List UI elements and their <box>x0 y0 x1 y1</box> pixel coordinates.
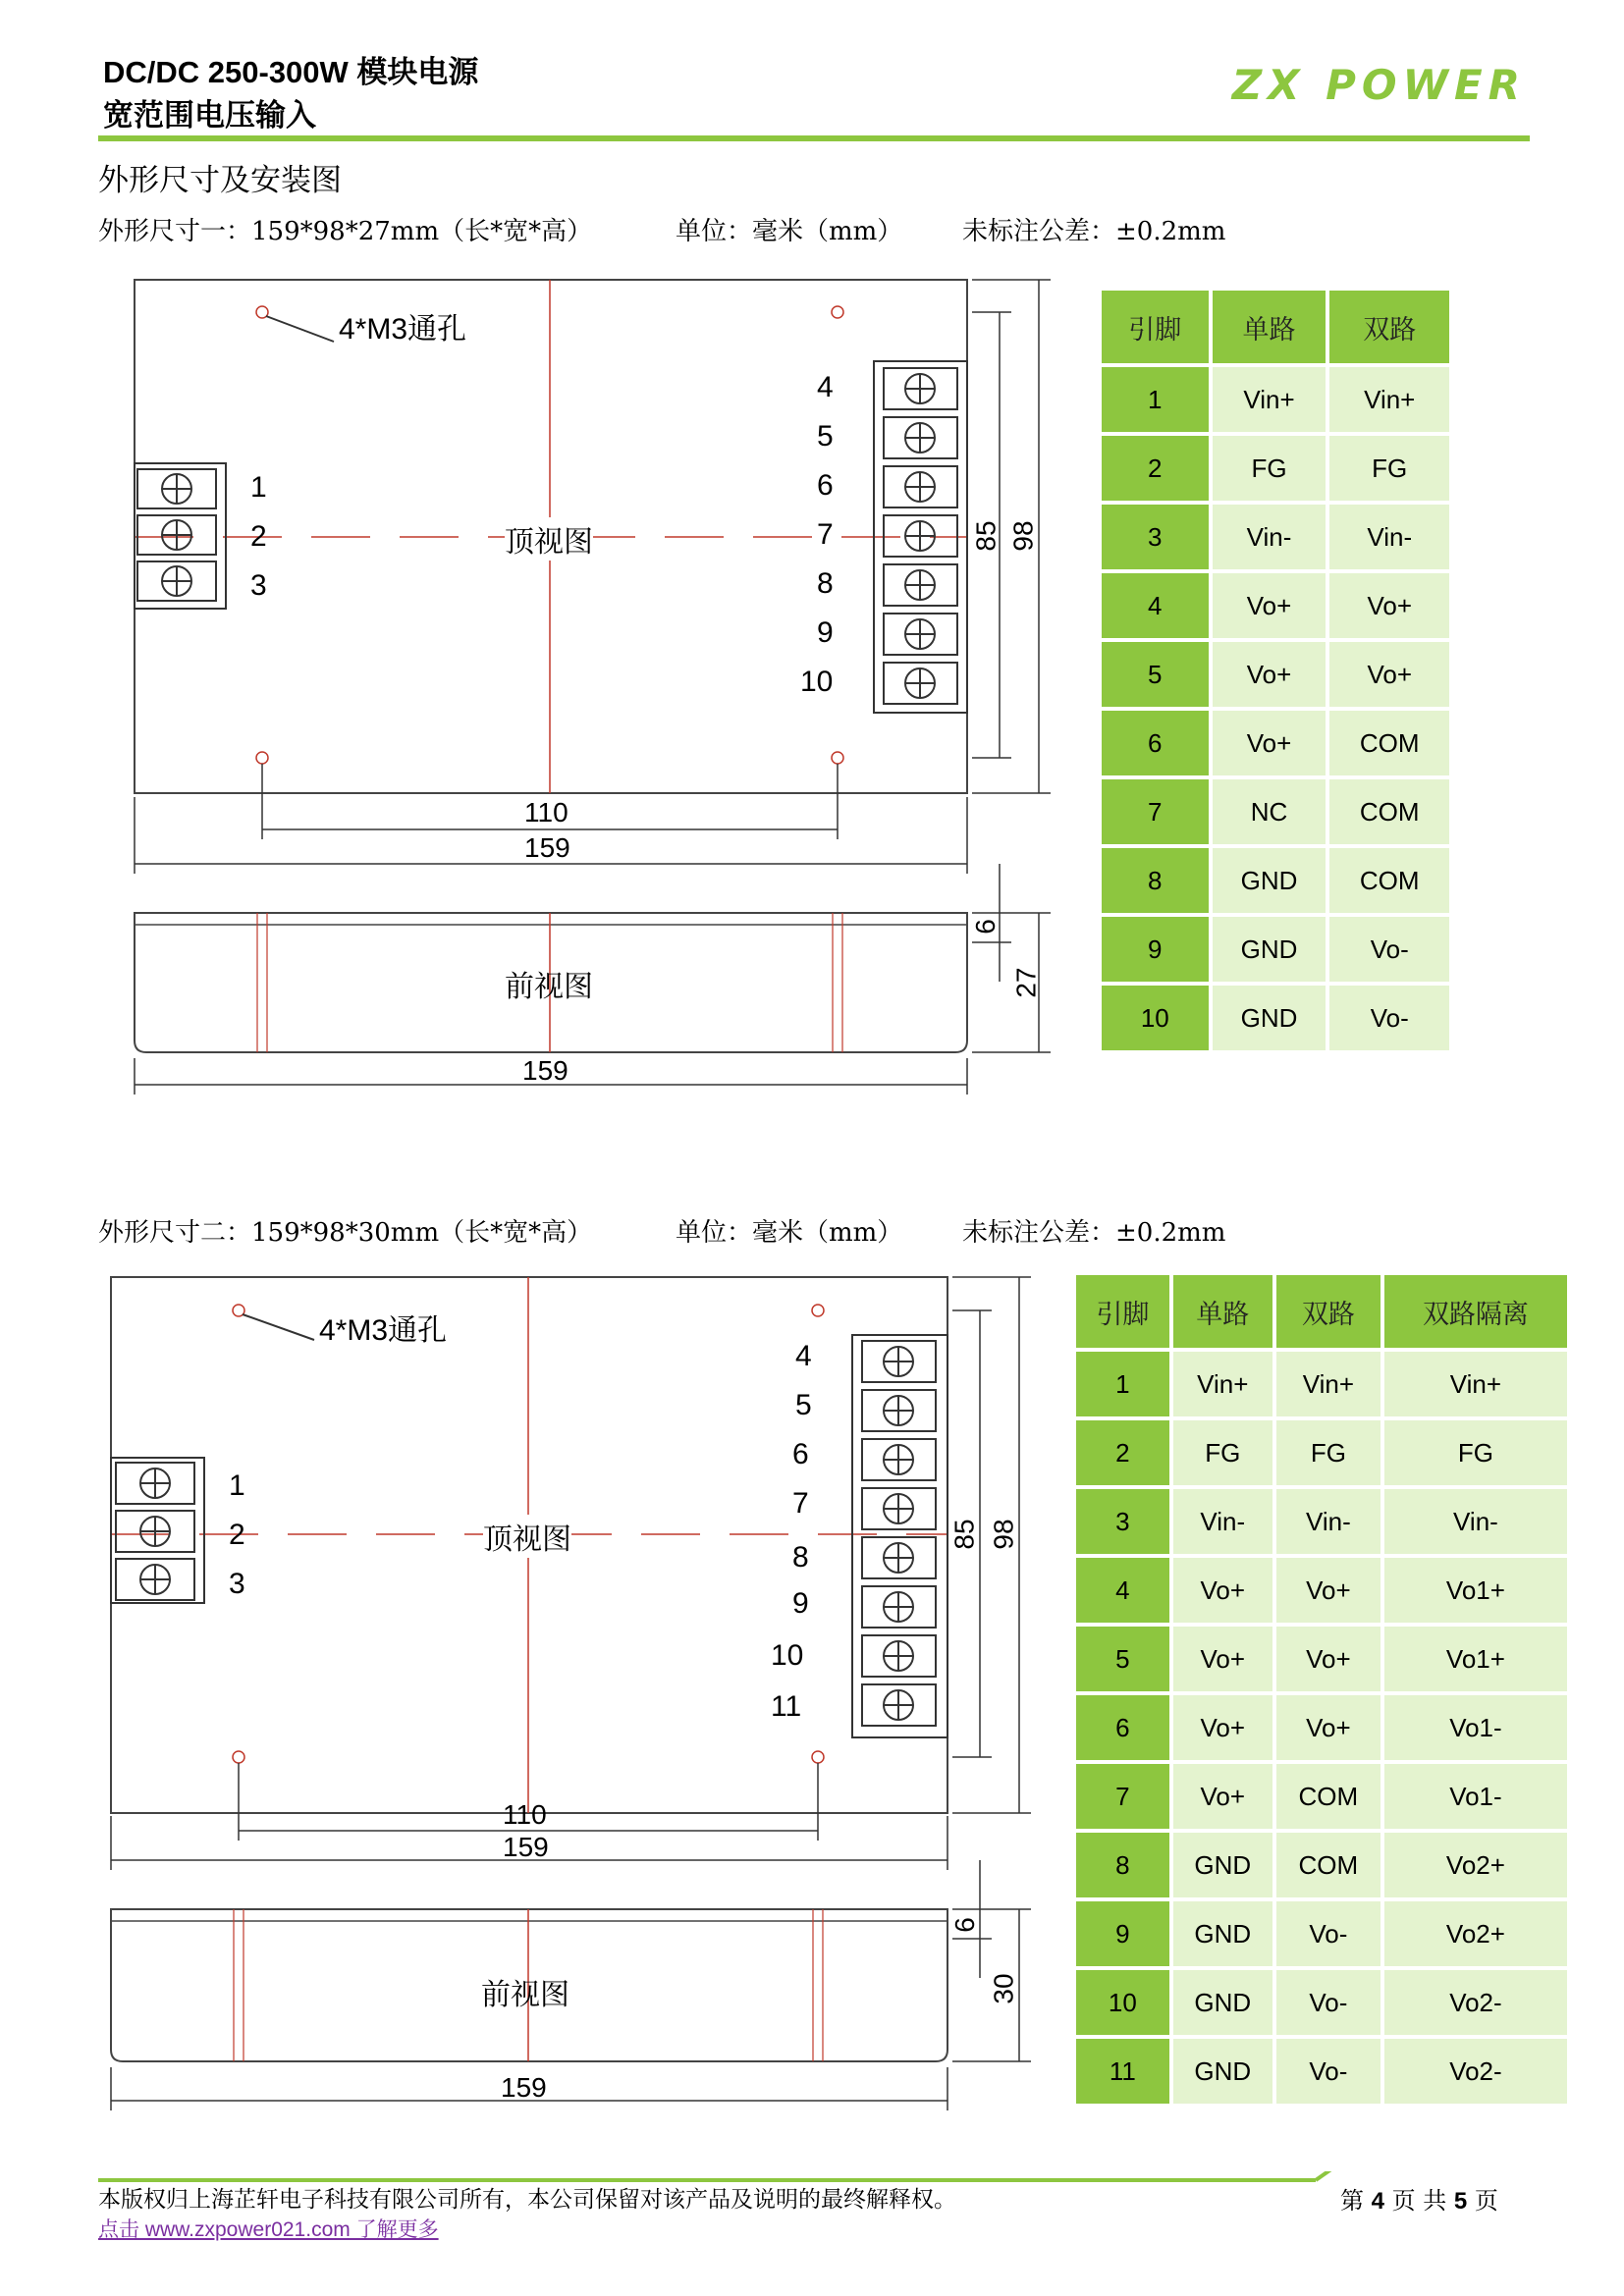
th-single: 单路 <box>1173 1275 1272 1348</box>
value-cell: Vo+ <box>1276 1627 1380 1691</box>
d1-dim-159-top: 159 <box>524 832 570 863</box>
d2-right-pin-9: 9 <box>792 1587 809 1620</box>
d2-dim-159-front: 159 <box>501 2072 547 2103</box>
spec1-dimensions: 外形尺寸一：159*98*27mm（长*宽*高） <box>98 217 593 246</box>
th-pin: 引脚 <box>1076 1275 1169 1348</box>
page-current: 4 <box>1371 2188 1384 2215</box>
pin-cell: 8 <box>1102 848 1209 913</box>
table-row <box>1076 1833 1567 1897</box>
d2-right-pin-5: 5 <box>795 1389 812 1421</box>
th-dual: 双路 <box>1276 1275 1380 1348</box>
spec2-unit: 单位：毫米（mm） <box>676 1218 903 1248</box>
d2-dim-height: 30 <box>988 1973 1019 2004</box>
page-total: 5 <box>1453 2188 1468 2215</box>
pin-table-2 <box>1072 1271 1571 2108</box>
d1-left-pin-1: 1 <box>250 471 267 504</box>
value-cell: Vo- <box>1276 1970 1380 2035</box>
spec2-tolerance: 未标注公差：±0.2mm <box>962 1218 1226 1248</box>
pin-cell: 4 <box>1076 1558 1169 1623</box>
value-cell: Vin- <box>1329 505 1449 569</box>
pin-cell: 11 <box>1076 2039 1169 2104</box>
d2-dim-98: 98 <box>988 1519 1019 1550</box>
value-cell: Vo+ <box>1173 1695 1272 1760</box>
value-cell: FG <box>1276 1420 1380 1485</box>
value-cell: FG <box>1213 436 1326 501</box>
value-cell: Vo+ <box>1329 573 1449 638</box>
value-cell: Vo- <box>1329 986 1449 1050</box>
th-dual: 双路 <box>1329 291 1449 363</box>
value-cell: Vo+ <box>1213 711 1326 775</box>
th-single: 单路 <box>1213 291 1326 363</box>
d2-right-pin-11: 11 <box>771 1690 802 1723</box>
value-cell: Vin+ <box>1276 1352 1380 1416</box>
d1-right-pin-10: 10 <box>800 666 834 698</box>
value-cell: Vin+ <box>1329 367 1449 432</box>
d1-dim-height: 27 <box>1010 967 1042 998</box>
value-cell: Vo+ <box>1329 642 1449 707</box>
value-cell: COM <box>1276 1764 1380 1829</box>
table-header-row <box>1102 291 1449 363</box>
pin-cell: 1 <box>1102 367 1209 432</box>
d1-dim-98: 98 <box>1007 520 1039 552</box>
hole-leader <box>266 316 334 342</box>
value-cell: FG <box>1329 436 1449 501</box>
value-cell: Vo+ <box>1173 1558 1272 1623</box>
table-row <box>1076 1970 1567 2035</box>
d2-right-pin-7: 7 <box>792 1487 809 1520</box>
d1-top-view-label: 顶视图 <box>505 517 593 561</box>
brand-logo: ZX POWER <box>1231 61 1526 109</box>
value-cell: Vo1- <box>1384 1695 1567 1760</box>
table-row <box>1102 436 1449 501</box>
value-cell: Vo1+ <box>1384 1627 1567 1691</box>
title-line-2: 宽范围电压输入 <box>103 98 316 133</box>
d2-right-pin-10: 10 <box>771 1639 804 1672</box>
table-row <box>1102 986 1449 1050</box>
value-cell: GND <box>1173 1901 1272 1966</box>
pin-cell: 10 <box>1076 1970 1169 2035</box>
value-cell: Vin- <box>1173 1489 1272 1554</box>
d2-dim-159-top: 159 <box>503 1832 549 1862</box>
d2-left-pin-3: 3 <box>229 1568 245 1600</box>
value-cell: GND <box>1173 1970 1272 2035</box>
value-cell: Vin+ <box>1384 1352 1567 1416</box>
pin-cell: 4 <box>1102 573 1209 638</box>
d2-dim-6: 6 <box>948 1917 980 1933</box>
value-cell: COM <box>1276 1833 1380 1897</box>
pin-cell: 2 <box>1076 1420 1169 1485</box>
value-cell: Vo+ <box>1276 1558 1380 1623</box>
value-cell: GND <box>1213 917 1326 982</box>
d1-dim-85: 85 <box>970 520 1001 552</box>
d2-right-pin-6: 6 <box>792 1438 809 1470</box>
value-cell: COM <box>1329 779 1449 844</box>
d2-hole-note: 4*M3通孔 <box>319 1314 448 1347</box>
value-cell: NC <box>1213 779 1326 844</box>
table-row <box>1076 1764 1567 1829</box>
pin-cell: 7 <box>1076 1764 1169 1829</box>
d1-left-pin-2: 2 <box>250 520 267 553</box>
pin-cell: 2 <box>1102 436 1209 501</box>
table-row <box>1102 917 1449 982</box>
spec1-tolerance: 未标注公差：±0.2mm <box>962 217 1226 246</box>
d2-right-pin-4: 4 <box>795 1340 812 1372</box>
page-prefix: 第 <box>1340 2187 1364 2215</box>
spec2-dimensions: 外形尺寸二：159*98*30mm（长*宽*高） <box>98 1218 593 1248</box>
d1-right-pin-7: 7 <box>817 518 834 551</box>
table-row <box>1076 1489 1567 1554</box>
table-row <box>1076 1352 1567 1416</box>
value-cell: Vo1+ <box>1384 1558 1567 1623</box>
table-row <box>1076 1901 1567 1966</box>
value-cell: Vo1- <box>1384 1764 1567 1829</box>
value-cell: Vo+ <box>1276 1695 1380 1760</box>
d1-dim-6: 6 <box>969 919 1001 934</box>
d1-right-pin-4: 4 <box>817 371 834 403</box>
value-cell: GND <box>1213 848 1326 913</box>
d2-top-view-label: 顶视图 <box>483 1515 571 1558</box>
hole-leader <box>243 1314 314 1340</box>
d2-front-view-label: 前视图 <box>481 1979 569 2011</box>
pin-cell: 7 <box>1102 779 1209 844</box>
value-cell: GND <box>1173 1833 1272 1897</box>
value-cell: Vo- <box>1329 917 1449 982</box>
value-cell: Vo+ <box>1173 1764 1272 1829</box>
pin-cell: 3 <box>1102 505 1209 569</box>
pin-cell: 5 <box>1102 642 1209 707</box>
section-heading: 外形尺寸及安装图 <box>98 163 342 198</box>
pin-cell: 3 <box>1076 1489 1169 1554</box>
value-cell: Vo2- <box>1384 2039 1567 2104</box>
d2-right-pin-8: 8 <box>792 1541 809 1574</box>
pin-cell: 9 <box>1076 1901 1169 1966</box>
d2-dim-85: 85 <box>948 1519 980 1550</box>
value-cell: Vo- <box>1276 2039 1380 2104</box>
th-dual-isolated: 双路隔离 <box>1384 1275 1567 1348</box>
table-row <box>1076 2039 1567 2104</box>
table-row <box>1076 1695 1567 1760</box>
table-header-row <box>1076 1275 1567 1348</box>
footer-copyright: 本版权归上海芷轩电子科技有限公司所有，本公司保留对该产品及说明的最终解释权。 <box>98 2187 956 2213</box>
value-cell: FG <box>1384 1420 1567 1485</box>
value-cell: Vo+ <box>1173 1627 1272 1691</box>
table-row <box>1076 1627 1567 1691</box>
value-cell: Vin+ <box>1173 1352 1272 1416</box>
value-cell: COM <box>1329 711 1449 775</box>
value-cell: GND <box>1213 986 1326 1050</box>
page-number <box>1340 2181 1498 2216</box>
d1-right-pin-6: 6 <box>817 469 834 502</box>
value-cell: COM <box>1329 848 1449 913</box>
d2-left-pin-2: 2 <box>229 1519 245 1551</box>
value-cell: Vo2+ <box>1384 1833 1567 1897</box>
table-row <box>1102 642 1449 707</box>
table-row <box>1102 367 1449 432</box>
d1-right-pin-8: 8 <box>817 567 834 600</box>
pin-cell: 8 <box>1076 1833 1169 1897</box>
pin-cell: 1 <box>1076 1352 1169 1416</box>
value-cell: Vo+ <box>1213 573 1326 638</box>
table-row <box>1102 779 1449 844</box>
footer-website-link[interactable]: 点击 www.zxpower021.com 了解更多 <box>98 2218 439 2241</box>
value-cell: Vo+ <box>1213 642 1326 707</box>
d1-right-pin-9: 9 <box>817 616 834 649</box>
d2-left-pin-1: 1 <box>229 1469 245 1502</box>
d1-dim-110: 110 <box>524 797 568 828</box>
d1-right-pin-5: 5 <box>817 420 834 453</box>
pin-cell: 5 <box>1076 1627 1169 1691</box>
table-row <box>1076 1420 1567 1485</box>
value-cell: FG <box>1173 1420 1272 1485</box>
pin-cell: 9 <box>1102 917 1209 982</box>
value-cell: Vin- <box>1384 1489 1567 1554</box>
value-cell: Vo2+ <box>1384 1901 1567 1966</box>
page-suffix: 页 <box>1474 2187 1498 2215</box>
table-row <box>1102 711 1449 775</box>
value-cell: Vin+ <box>1213 367 1326 432</box>
pin-cell: 10 <box>1102 986 1209 1050</box>
table-row <box>1102 848 1449 913</box>
value-cell: GND <box>1173 2039 1272 2104</box>
spec1-unit: 单位：毫米（mm） <box>676 217 903 246</box>
page-mid: 页 共 <box>1391 2187 1447 2215</box>
pin-table-1 <box>1098 287 1453 1054</box>
d1-front-view-label: 前视图 <box>505 971 593 1003</box>
value-cell: Vin- <box>1213 505 1326 569</box>
table-row <box>1076 1558 1567 1623</box>
table-row <box>1102 505 1449 569</box>
th-pin: 引脚 <box>1102 291 1209 363</box>
d1-hole-note: 4*M3通孔 <box>339 313 467 346</box>
table-row <box>1102 573 1449 638</box>
pin-cell: 6 <box>1102 711 1209 775</box>
pin-cell: 6 <box>1076 1695 1169 1760</box>
value-cell: Vo2- <box>1384 1970 1567 2035</box>
d1-dim-159-front: 159 <box>522 1055 568 1086</box>
value-cell: Vo- <box>1276 1901 1380 1966</box>
d1-left-pin-3: 3 <box>250 569 267 602</box>
d2-dim-110: 110 <box>503 1799 547 1830</box>
value-cell: Vin- <box>1276 1489 1380 1554</box>
title-line-1: DC/DC 250-300W 模块电源 <box>103 55 479 89</box>
